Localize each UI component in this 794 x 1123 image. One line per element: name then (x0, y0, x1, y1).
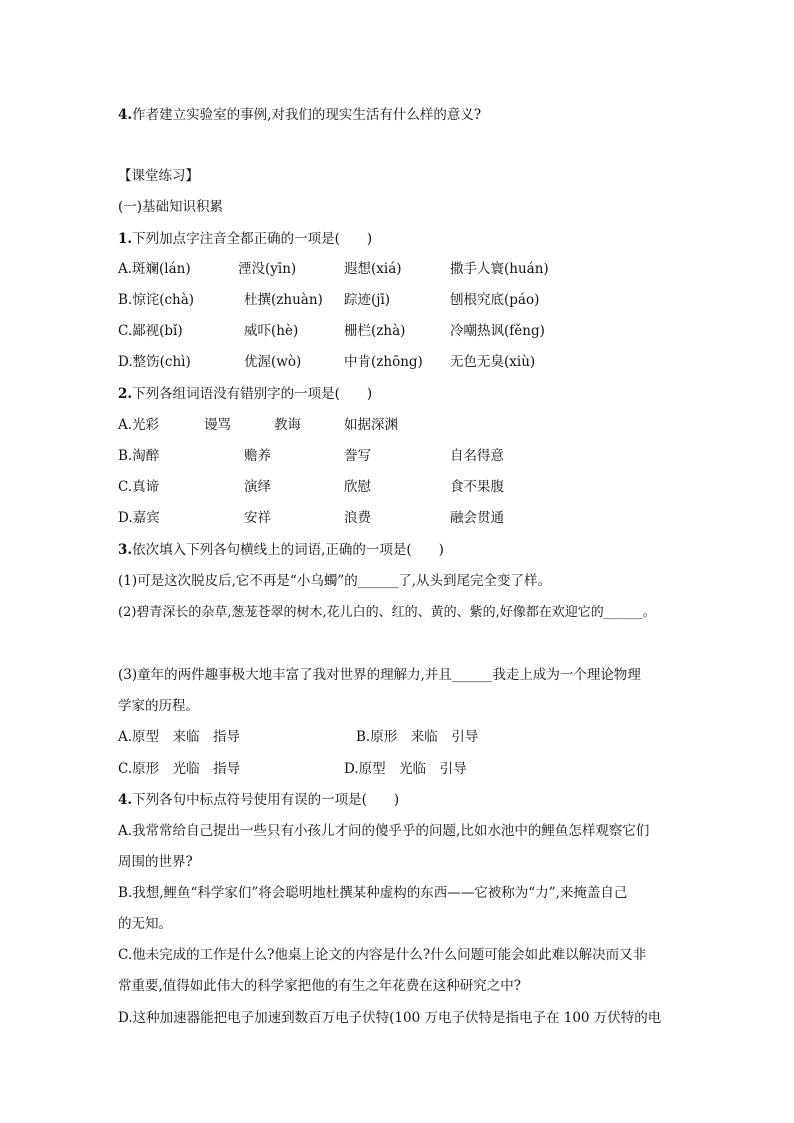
section-title: 【课堂练习】 (118, 168, 199, 184)
q2-d-3: 浪费 (344, 510, 371, 526)
q2-b-2: 赡养 (244, 448, 271, 464)
q3-option-c: C.原形 光临 指导 (118, 761, 241, 777)
q2-c-1: C.真谛 (118, 479, 160, 495)
q4-option-c-line-1: C.他未完成的工作是什么?他桌上论文的内容是什么?什么问题可能会如此难以解决而又非 (118, 947, 647, 963)
subsection-title: (一)基础知识积累 (118, 199, 224, 215)
q1-c-2: 威吓(hè) (244, 323, 299, 339)
q4-option-b-line-1: B.我想,鲤鱼“科学家们”将会聪明地杜撰某种虚构的东西——它被称为“力”,来掩盖自己 (118, 885, 628, 901)
q4-stem: 4.下列各句中标点符号使用有误的一项是( ) (118, 792, 400, 808)
q4-option-a-line-2: 周围的世界? (118, 854, 193, 870)
question-4-reflection: 4.作者建立实验室的事例,对我们的现实生活有什么样的意义? (118, 107, 482, 123)
q2-c-2: 演绎 (244, 479, 271, 495)
q4-option-a-line-1: A.我常常给自己提出一些只有小孩儿才问的傻乎乎的问题,比如水池中的鲤鱼怎样观察它们 (118, 823, 650, 839)
q1-b-1: B.惊诧(chà) (118, 292, 195, 308)
q1-d-3: 中肯(zhōng) (344, 354, 423, 370)
q1-a-4: 撒手人寰(huán) (450, 261, 549, 277)
q1-c-3: 栅栏(zhà) (344, 323, 406, 339)
q1-a-2: 湮没(yīn) (238, 261, 297, 277)
q2-a-1: A.光彩 (118, 417, 160, 433)
q2-b-1: B.淘醉 (118, 448, 160, 464)
q4-option-d-line-1: D.这种加速器能把电子加速到数百万电子伏特(100 万电子伏特是指电子在 100 万伏特的电 (118, 1010, 662, 1026)
q2-stem: 2.下列各组词语没有错别字的一项是( ) (118, 386, 373, 402)
q1-b-2: 杜撰(zhuàn) (244, 292, 323, 308)
q4-option-c-line-2: 常重要,值得如此伟大的科学家把他的有生之年花费在这种研究之中? (118, 978, 522, 994)
q2-d-4: 融会贯通 (450, 510, 504, 526)
q1-d-4: 无色无臭(xiù) (450, 354, 536, 370)
q2-d-2: 安祥 (244, 510, 271, 526)
q1-c-4: 冷嘲热讽(fěng) (450, 323, 545, 339)
q1-a-1: A.斑斓(lán) (118, 261, 191, 277)
q1-b-3: 踪迹(jī) (344, 292, 391, 308)
q1-b-4: 刨根究底(páo) (450, 292, 540, 308)
q3-stem: 3.依次填入下列各句横线上的词语,正确的一项是( ) (118, 542, 444, 558)
q2-d-1: D.嘉宾 (118, 510, 160, 526)
q3-option-a: A.原型 来临 指导 (118, 729, 241, 745)
q1-d-2: 优渥(wò) (244, 354, 302, 370)
q3-sentence-2: (2)碧青深长的杂草,葱茏苍翠的树木,花儿白的、红的、黄的、紫的,好像都在欢迎它的______。 (118, 605, 656, 620)
q1-d-1: D.整饬(chì) (118, 354, 191, 370)
q3-option-b: B.原形 来临 引导 (356, 729, 479, 745)
q4-option-b-line-2: 的无知。 (118, 916, 172, 932)
q2-b-3: 誊写 (344, 448, 371, 464)
q3-sentence-3-line-1: (3)童年的两件趣事极大地丰富了我对世界的理解力,并且______我走上成为一个理论物理 (118, 667, 641, 683)
q1-stem: 1.下列加点字注音全都正确的一项是( ) (118, 231, 373, 247)
q2-b-4: 自名得意 (450, 448, 504, 464)
q2-a-4: 如据深渊 (344, 417, 398, 433)
q1-c-1: C.鄙视(bǐ) (118, 323, 183, 339)
q2-c-4: 食不果腹 (450, 479, 504, 495)
q3-sentence-1: (1)可是这次脱皮后,它不再是“小乌蠋”的______了,从头到尾完全变了样。 (118, 573, 552, 589)
q3-option-d: D.原型 光临 引导 (344, 761, 467, 777)
q3-sentence-3-line-2: 学家的历程。 (118, 698, 199, 714)
q1-a-3: 遐想(xiá) (344, 261, 402, 277)
q2-c-3: 欣慰 (344, 479, 371, 495)
q2-a-3: 教诲 (274, 417, 301, 433)
q2-a-2: 谩骂 (204, 417, 231, 433)
